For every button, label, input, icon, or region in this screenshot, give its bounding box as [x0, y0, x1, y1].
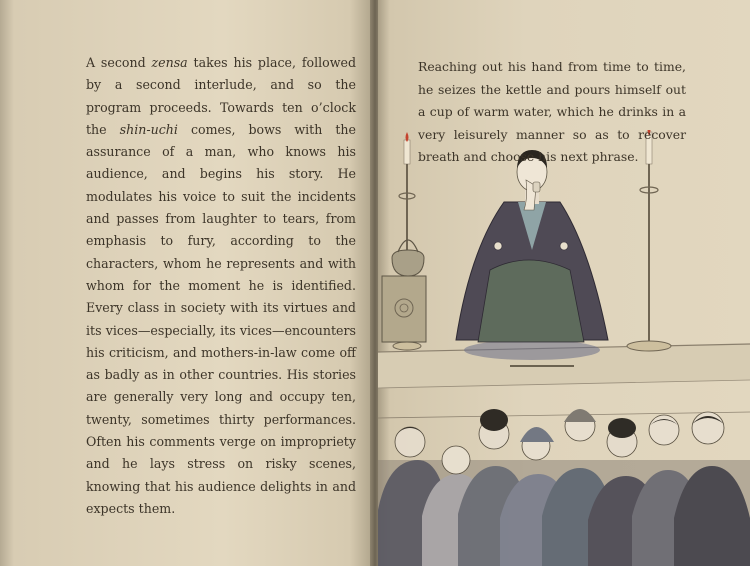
audience-crowd — [378, 409, 750, 566]
hibachi-box-icon — [382, 276, 426, 342]
italic-term-zensa: zensa — [151, 55, 188, 70]
illustration-caption: Reaching out his hand from time to time, he seizes the kettle and pours himself out a cup of warm water, which he drinks in a very leisurely manner so as to recover breath and choose his next phrase. — [418, 59, 686, 165]
body-paragraph — [86, 52, 356, 520]
storyteller-figure — [456, 150, 608, 360]
right-page — [378, 0, 750, 566]
text-segment: A second — [86, 55, 152, 70]
text-segment: takes his place, followed by a second interlude, and so the program proceeds. Towards ten o’clock the — [86, 55, 357, 137]
storyteller-illustration — [378, 130, 750, 566]
left-page — [0, 0, 372, 566]
text-segment: comes, bows with the assurance of a man, who knows his audience, and begins his story. He modulates his voice to suit the incidents and passes from laughter to tears, from emphasis to fury, according to the characters, whom he represents and with whom for the moment he is identified. Every class in society with its virtues and its vices—especially, its vices—encounters his criticism, and mothers-in-law come off as badly as in other countries. His stories are generally very long and occupy ten, twenty, sometimes thirty performances. Often his comments verge on impropriety and he lays stress on risky scenes, knowing that his audience delights in and expects them. — [86, 121, 356, 516]
audience-member — [674, 412, 750, 566]
italic-term-shin-uchi: shin-uchi — [119, 121, 178, 137]
